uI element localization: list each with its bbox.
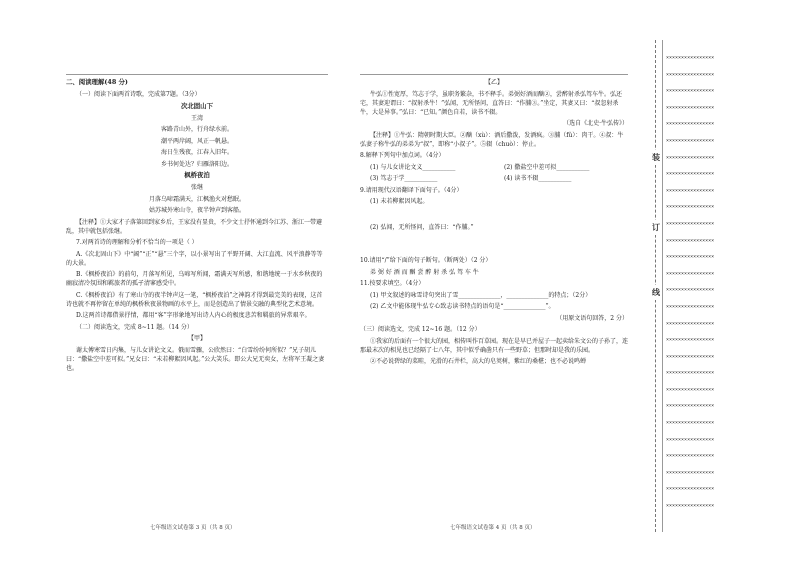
binding-x-row: ×××××××××××××××× — [666, 454, 715, 460]
q7-option-c: C.《枫桥夜泊》有了寒山寺的夜半钟声这一笔，“枫桥夜泊”之神韵才得到最完美的表现，这首诗也就不再停留在单纯的枫桥秋夜景物画的水平上，而是创造出了情景交融的典型化艺术意境。 — [66, 291, 323, 308]
right-column — [360, 78, 628, 369]
binding-x-row: ×××××××××××××××× — [666, 122, 715, 128]
q11-item-1: (1) 甲文叙述的咏雪诗句突出了雪______________，______________的特点；（2分） — [370, 291, 592, 299]
binding-x-row: ×××××××××××××××× — [666, 221, 715, 227]
poem1-line: 潮平两岸阔，风正一帆悬。 — [160, 137, 233, 145]
binding-x-row: ×××××××××××××××× — [666, 371, 715, 377]
poem1-line: 海日生残夜，江春入旧年。 — [160, 149, 233, 157]
yi-text: 牛弘①性宽厚，笃志于学，虽职务繁杂，书不释手。弟弼好酒而酗②，尝醉射杀弘驾车牛。弘还宅，其妻迎谓曰：“叔射杀牛！”弘闻，无所怪问，直答曰：“作脯③。”坐定，其妻又曰：“叔忽射杀牛，大是异事。”弘曰：“已知。”颜色自若，读书不辍。 — [360, 90, 623, 116]
jia-text: 谢太傅寒雪日内集，与儿女讲论文义。俄而雪骤，公欣然曰：“白雪纷纷何所似？”兄子胡儿曰：“撒盐空中差可拟。”兄女曰：“未若柳絮因风起。”公大笑乐。即公大兄无奕女，左将军王凝之妻也。 — [66, 346, 325, 372]
binding-border — [662, 40, 664, 532]
q7-option-d: D.这两首诗都借景抒情，都用“客”字形象地写出诗人内心的极度悲苦和羁旅的异常艰辛。 — [76, 312, 311, 320]
q9-question: 9.请用现代汉语翻译下面句子。（4分） — [360, 186, 463, 194]
binding-x-row: ×××××××××××××××× — [666, 404, 715, 410]
poem2-line: 月落乌啼霜满天，江枫渔火对愁眠。 — [148, 195, 245, 203]
poem-note: 【注释】①大家才子落第回到家乡后，王家没有显贵，不少文士抒怀通到今江苏、浙江一带避乱，其中就包括张继。 — [66, 218, 323, 235]
answer-space — [360, 209, 628, 223]
binding-x-row: ×××××××××××××××× — [666, 188, 715, 194]
q8-question: 8.解释下列句中加点词。（4分） — [360, 152, 445, 159]
q11-question: 11.按要求填空。（4分） — [360, 280, 425, 287]
q9-item-2: (2) 弘闻，无所怪问，直答曰：“作脯。” — [370, 223, 474, 231]
poem1-line: 乡书何处达？归雁洛阳边。 — [160, 160, 233, 168]
page3-footer: 七年级语文试卷第 3 页（共 8 页） — [150, 525, 236, 531]
binding-x-row: ×××××××××××××××× — [666, 354, 715, 360]
poem2-line: 姑苏城外寒山寺，夜半钟声到客船。 — [148, 207, 245, 215]
q11-item-2-note: （用原文语句回答，2 分） — [556, 314, 628, 322]
binding-x-row: ×××××××××××××××× — [666, 338, 715, 344]
q11-item-2: (2) 乙文中能体现牛弘专心致志读书特点的语句是“______________”。 — [370, 303, 555, 310]
jia-label: 【甲】 — [187, 335, 206, 343]
binding-label: 装 — [652, 150, 660, 165]
reading-para-1: ①我家的后面有一个很大的园，相传叫作百草园。现在是早已并屋子一起卖给朱文公的子孙了，连那最末次的相见也已经隔了七八年，其中似乎确凿只有一些野草；但那时却是我的乐园。 — [360, 337, 629, 354]
q8-item: (3) 笃志于学___________ — [370, 175, 438, 182]
q8-item: (1) 与儿女讲论文义___________ — [370, 163, 456, 171]
binding-x-row: ×××××××××××××××× — [666, 421, 715, 427]
binding-x-row: ×××××××××××××××× — [666, 138, 715, 144]
q8-item: (4) 读书不辍___________ — [504, 175, 572, 182]
q10-question: 10.请用“/”给下面的句子断句。（断两处）（2 分） — [360, 257, 492, 264]
binding-x-row: ×××××××××××××××× — [666, 304, 715, 310]
q7-intro: （一）阅读下面两首诗歌，完成第7题。（3分） — [76, 91, 201, 99]
binding-x-row: ×××××××××××××××× — [666, 255, 715, 261]
binding-x-row: ×××××××××××××××× — [666, 72, 715, 78]
poem1-title: 次北固山下 — [181, 101, 213, 110]
binding-x-row: ×××××××××××××××× — [666, 470, 715, 476]
binding-label: 线 — [652, 285, 660, 300]
top-rule-left — [66, 74, 328, 75]
binding-x-row: ×××××××××××××××× — [666, 155, 715, 161]
binding-x-row: ×××××××××××××××× — [666, 172, 715, 178]
answer-space — [360, 234, 628, 256]
q7-option-b: B.《枫桥夜泊》的前句，月落写所见，乌啼写所闻，霜满天写所感，和谐地统一于水乡秋夜的幽寂清冷氛围和羁旅者的孤孑清寥感受中。 — [66, 271, 323, 288]
q8-items — [360, 163, 628, 186]
binding-x-row: ×××××××××××××××× — [666, 288, 715, 294]
q10-sentence: 弟 弼 好 酒 而 酗 尝 醉 射 杀 弘 驾 车 牛 — [370, 268, 479, 276]
q7-question: 7.对两首诗的理解和分析不恰当的一项是（ ） — [76, 239, 198, 247]
q12-intro: （三）阅读选文，完成 12~16 题。（12 分） — [360, 326, 481, 333]
binding-x-row: ×××××××××××××××× — [666, 238, 715, 244]
poem1-line: 客路青山外，行舟绿水前。 — [160, 126, 233, 134]
page4-footer: 七年级语文试卷第 4 页（共 8 页） — [450, 525, 536, 531]
yi-source: （选自《北史·牛弘传》） — [563, 120, 628, 127]
binding-x-row: ×××××××××××××××× — [666, 56, 715, 61]
binding-x-row: ×××××××××××××××× — [666, 504, 715, 510]
q8-item: (2) 撒盐空中差可拟___________ — [504, 163, 590, 171]
binding-x-row: ×××××××××××××××× — [666, 271, 715, 277]
binding-x-row: ×××××××××××××××× — [666, 437, 715, 443]
q7-option-a: A.《次北固山下》中“阔”“正”“悬”三个字，以小景写出了平野开阔、大江直流、风平浪静等等的大景。 — [66, 250, 323, 267]
poem2-author: 张继 — [190, 184, 203, 192]
binding-x-marks — [666, 56, 744, 521]
binding-x-row: ×××××××××××××××× — [666, 387, 715, 393]
yi-label: 【乙】 — [484, 79, 503, 86]
binding-label: 订 — [652, 220, 660, 235]
q8-intro: （二）阅读选文，完成 8~11 题。（14 分） — [76, 323, 193, 331]
binding-x-row: ×××××××××××××××× — [666, 89, 715, 95]
yi-notes: 【注释】①牛弘：隋朝时期大臣。②酗（xù）：酒后撒泼，发酒疯。③脯（fǔ）：肉干。④叔：牛弘妻子称牛弘的弟弟为“叔”，即称“小叔子”。⑤辍（chuò）：停止。 — [360, 131, 624, 148]
q9-item-1: (1) 未若柳絮因风起。 — [370, 198, 429, 205]
binding-x-row: ×××××××××××××××× — [666, 321, 715, 327]
binding-x-row: ×××××××××××××××× — [666, 205, 715, 211]
top-rule-right — [360, 74, 628, 75]
binding-x-row: ×××××××××××××××× — [666, 105, 715, 111]
left-column — [66, 78, 328, 375]
binding-x-row: ×××××××××××××××× — [666, 487, 715, 493]
reading-para-2: ②不必说碧绿的菜畦，光滑的石井栏，高大的皂荚树，紫红的桑椹；也不必说鸣蝉 — [370, 358, 587, 365]
section-title: 二、阅读理解(48 分) — [66, 78, 128, 86]
poem2-title: 枫桥夜泊 — [184, 171, 210, 180]
poem1-author: 王湾 — [190, 114, 203, 122]
